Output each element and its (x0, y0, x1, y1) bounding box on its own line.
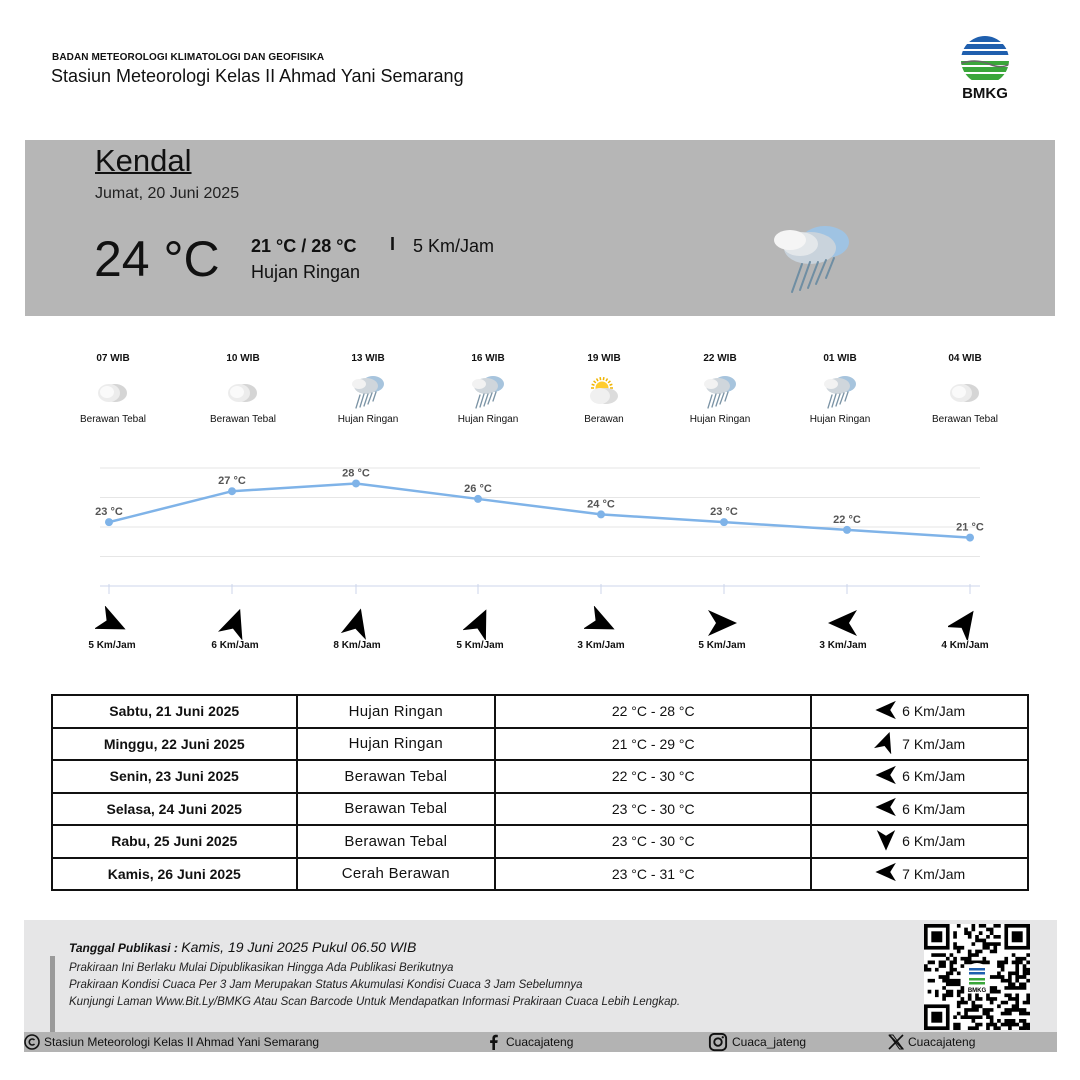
daily-condition: Berawan Tebal (297, 793, 496, 826)
temperature-point[interactable] (105, 518, 113, 526)
publication-info (69, 939, 416, 955)
bottom-bar (24, 1032, 1057, 1052)
hourly-item (549, 353, 659, 425)
current-wind-speed: 5 Km/Jam (413, 236, 495, 256)
cloud-icon (93, 372, 133, 412)
hourly-wind-speed: 6 Km/Jam (211, 640, 259, 651)
rain-cloud-icon (770, 220, 860, 300)
cloud-icon (945, 372, 985, 412)
hourly-item (188, 353, 298, 425)
hourly-condition: Hujan Ringan (809, 414, 871, 425)
hourly-item (58, 353, 168, 425)
wind-direction-icon (340, 606, 374, 640)
note-accumulation: Prakiraan Kondisi Cuaca Per 3 Jam Merupakan Status Akumulasi Kondisi Cuaca 3 Jam Sebelumnya (69, 979, 583, 991)
hourly-wind (556, 606, 646, 651)
wind-direction-icon (874, 860, 898, 887)
instagram-handle: Cuaca_jateng (732, 1035, 807, 1049)
daily-wind (811, 728, 1028, 761)
daily-day: Sabtu, 21 Juni 2025 (52, 695, 297, 728)
wind-direction-icon (874, 698, 898, 725)
hourly-time: 16 WIB (471, 353, 505, 364)
daily-forecast-table (51, 694, 1029, 891)
station-name: Stasiun Meteorologi Kelas II Ahmad Yani Semarang (51, 66, 464, 86)
daily-day: Rabu, 25 Juni 2025 (52, 825, 297, 858)
hourly-wind (798, 606, 888, 651)
copyright (24, 1034, 319, 1050)
wind-direction-icon (874, 763, 898, 790)
hourly-item (910, 353, 1020, 425)
temperature-data-label: 24 °C (587, 498, 615, 511)
wind-direction-icon (584, 606, 618, 640)
hourly-item (433, 353, 543, 425)
table-row (52, 858, 1028, 891)
temperature-data-label: 23 °C (710, 506, 738, 519)
hourly-item (313, 353, 423, 425)
daily-wind-content (874, 698, 965, 725)
wind-direction-icon (874, 730, 898, 757)
current-temperature: 24 °C (94, 231, 220, 287)
hourly-wind (920, 606, 1010, 651)
daily-wind-content (874, 860, 965, 887)
temperature-point[interactable] (720, 518, 728, 526)
daily-condition: Cerah Berawan (297, 858, 496, 891)
rain-cloud-icon (820, 372, 860, 412)
hourly-wind-speed: 5 Km/Jam (698, 640, 746, 651)
daily-temperature: 23 °C - 30 °C (495, 793, 811, 826)
bmkg-logo (955, 34, 1015, 104)
hourly-wind-speed: 8 Km/Jam (333, 640, 381, 651)
daily-wind (811, 760, 1028, 793)
hourly-condition: Berawan Tebal (932, 414, 998, 425)
daily-temperature: 23 °C - 30 °C (495, 825, 811, 858)
wind-direction-icon (705, 606, 739, 640)
instagram-link[interactable] (708, 1032, 806, 1052)
wind-direction-icon (826, 606, 860, 640)
temperature-series-line (109, 483, 970, 537)
daily-wind-speed: 6 Km/Jam (902, 768, 966, 785)
daily-wind (811, 858, 1028, 891)
hourly-wind-speed: 5 Km/Jam (88, 640, 136, 651)
wind-direction-icon (463, 606, 497, 640)
hourly-time: 22 WIB (703, 353, 737, 364)
wind-direction-icon (874, 828, 898, 855)
rain-cloud-icon (348, 372, 388, 412)
wind-direction-icon (948, 606, 982, 640)
note-validity: Prakiraan Ini Berlaku Mulai Dipublikasikan Hingga Ada Publikasi Berikutnya (69, 962, 454, 974)
hourly-time: 10 WIB (226, 353, 260, 364)
daily-condition: Hujan Ringan (297, 728, 496, 761)
sun-cloud-icon (584, 372, 624, 412)
daily-wind-content (874, 730, 965, 757)
instagram-icon (708, 1032, 728, 1052)
qr-code-icon[interactable] (924, 924, 1030, 1030)
rain-cloud-icon (700, 372, 740, 412)
hourly-item (785, 353, 895, 425)
temperature-data-label: 21 °C (956, 521, 984, 534)
hourly-time: 04 WIB (948, 353, 982, 364)
hourly-time: 13 WIB (351, 353, 385, 364)
hourly-condition: Hujan Ringan (457, 414, 519, 425)
rain-cloud-icon (468, 372, 508, 412)
temperature-point[interactable] (843, 526, 851, 534)
temperature-data-label: 23 °C (95, 506, 123, 519)
temperature-point[interactable] (597, 510, 605, 518)
temperature-point[interactable] (966, 534, 974, 542)
temperature-point[interactable] (228, 487, 236, 495)
daily-wind (811, 695, 1028, 728)
hourly-condition: Hujan Ringan (337, 414, 399, 425)
hourly-wind (677, 606, 767, 651)
daily-temperature: 22 °C - 28 °C (495, 695, 811, 728)
daily-wind-speed: 7 Km/Jam (902, 735, 966, 752)
daily-temperature: 23 °C - 31 °C (495, 858, 811, 891)
daily-wind-speed: 6 Km/Jam (902, 800, 966, 817)
hourly-wind (312, 606, 402, 651)
facebook-handle: Cuacajateng (506, 1035, 574, 1049)
facebook-icon (486, 1034, 502, 1050)
daily-day: Kamis, 26 Juni 2025 (52, 858, 297, 891)
separator: I (390, 234, 396, 254)
note-website: Kunjungi Laman Www.Bit.Ly/BMKG Atau Scan Barcode Untuk Mendapatkan Informasi Prakiraan Cuaca Lebih Lengkap. (69, 996, 681, 1008)
table-row (52, 825, 1028, 858)
daily-temperature: 21 °C - 29 °C (495, 728, 811, 761)
temperature-data-label: 26 °C (464, 482, 492, 495)
wind-direction-icon (874, 795, 898, 822)
notes-accent-bar (50, 956, 55, 1034)
hourly-condition: Berawan Tebal (80, 414, 146, 425)
hourly-wind (67, 606, 157, 651)
daily-wind (811, 793, 1028, 826)
x-handle: Cuacajateng (908, 1035, 976, 1049)
current-weather-banner (25, 140, 1055, 316)
hourly-time: 01 WIB (823, 353, 857, 364)
hourly-wind-speed: 3 Km/Jam (577, 640, 625, 651)
table-row (52, 695, 1028, 728)
daily-wind-content (874, 828, 965, 855)
temperature-data-label: 22 °C (833, 513, 861, 526)
daily-wind-speed: 6 Km/Jam (902, 703, 966, 720)
hourly-time: 19 WIB (587, 353, 621, 364)
table-row (52, 728, 1028, 761)
daily-wind (811, 825, 1028, 858)
hourly-wind (435, 606, 525, 651)
current-condition: Hujan Ringan (251, 262, 361, 282)
facebook-link[interactable] (486, 1034, 573, 1050)
table-row (52, 793, 1028, 826)
x-link[interactable] (888, 1034, 975, 1050)
publication-label: Tanggal Publikasi : (69, 941, 178, 955)
daily-wind-speed: 7 Km/Jam (902, 865, 966, 882)
current-date: Jumat, 20 Juni 2025 (95, 185, 240, 202)
temperature-point[interactable] (474, 495, 482, 503)
hourly-condition: Hujan Ringan (689, 414, 751, 425)
cloud-icon (223, 372, 263, 412)
hourly-condition: Berawan (584, 414, 624, 425)
wind-direction-icon (95, 606, 129, 640)
daily-condition: Berawan Tebal (297, 825, 496, 858)
daily-wind-content (874, 795, 965, 822)
hourly-condition: Berawan Tebal (210, 414, 276, 425)
daily-day: Selasa, 24 Juni 2025 (52, 793, 297, 826)
temperature-data-label: 28 °C (342, 467, 370, 480)
footer (24, 920, 1057, 1032)
hourly-wind (190, 606, 280, 651)
temperature-point[interactable] (352, 479, 360, 487)
bmkg-logo-text: BMKG (962, 85, 1008, 102)
hourly-wind-speed: 3 Km/Jam (819, 640, 867, 651)
temperature-data-label: 27 °C (218, 475, 246, 488)
bmkg-logo-icon (955, 34, 1015, 104)
daily-day: Minggu, 22 Juni 2025 (52, 728, 297, 761)
daily-day: Senin, 23 Juni 2025 (52, 760, 297, 793)
hourly-wind-speed: 4 Km/Jam (941, 640, 989, 651)
wind-direction-icon (218, 606, 252, 640)
daily-condition: Hujan Ringan (297, 695, 496, 728)
temperature-range: 21 °C / 28 °C (251, 236, 357, 256)
hourly-wind-speed: 5 Km/Jam (456, 640, 504, 651)
qr-logo-text: BMKG (967, 988, 987, 994)
daily-condition: Berawan Tebal (297, 760, 496, 793)
daily-wind-speed: 6 Km/Jam (902, 833, 966, 850)
x-icon (888, 1034, 904, 1050)
copyright-icon (24, 1034, 40, 1050)
city-name: Kendal (95, 143, 192, 178)
hourly-item (665, 353, 775, 425)
org-name: BADAN METEOROLOGI KLIMATOLOGI DAN GEOFISIKA (52, 52, 325, 63)
publication-date: Kamis, 19 Juni 2025 Pukul 06.50 WIB (181, 939, 417, 955)
table-row (52, 760, 1028, 793)
daily-temperature: 22 °C - 30 °C (495, 760, 811, 793)
temperature-chart (90, 460, 990, 595)
hourly-time: 07 WIB (96, 353, 130, 364)
daily-wind-content (874, 763, 965, 790)
copyright-text: Stasiun Meteorologi Kelas II Ahmad Yani Semarang (44, 1035, 320, 1049)
